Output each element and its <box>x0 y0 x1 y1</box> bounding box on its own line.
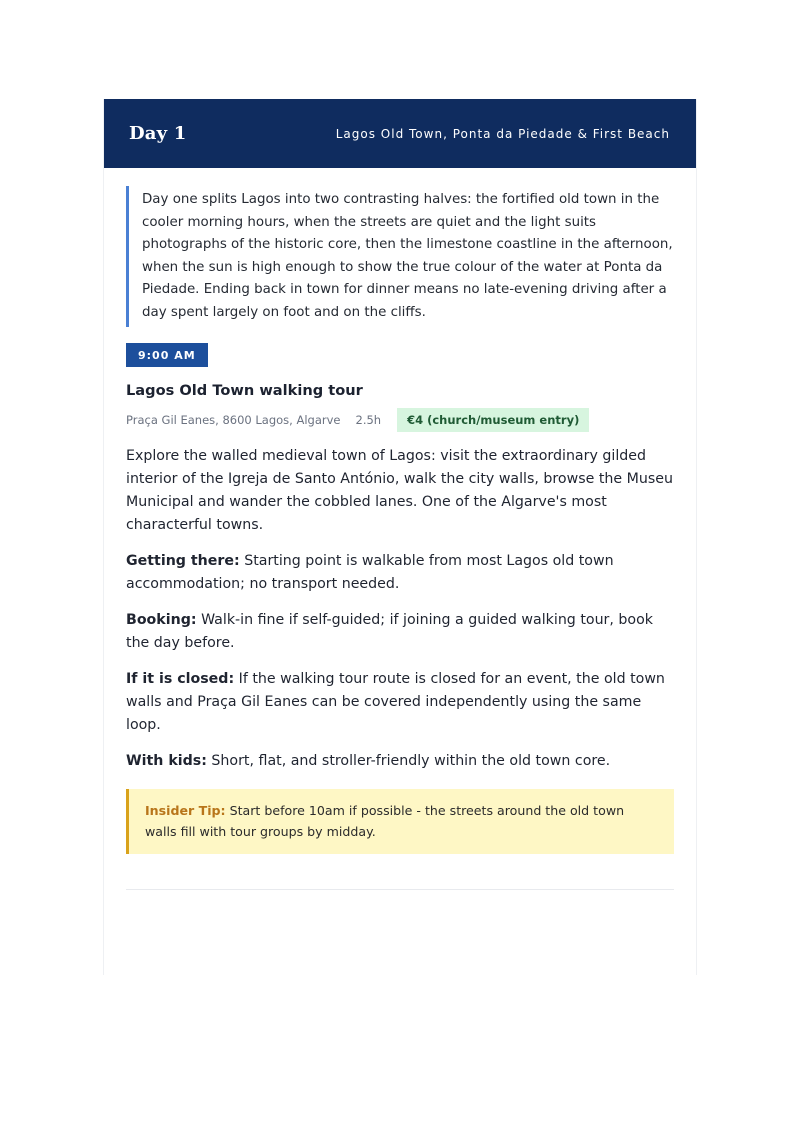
day-body <box>104 168 696 890</box>
day-subtitle: Lagos Old Town, Ponta da Piedade & First Beach <box>335 126 670 141</box>
booking-label: Booking: <box>126 611 197 628</box>
day-title: Day 1 <box>129 123 187 144</box>
section-divider <box>126 889 674 890</box>
closed-info <box>126 668 674 737</box>
day-card <box>103 99 697 975</box>
insider-tip-label: Insider Tip: <box>145 802 226 818</box>
activity-description: Explore the walled medieval town of Lagos: visit the extraordinary gilded interior of the Igreja de Santo António, walk the city walls, browse the Museu Municipal and wander the cobbled lanes. One of the Algarve's most characterful towns. <box>126 447 673 533</box>
insider-tip <box>126 789 674 854</box>
price-badge: €4 (church/museum entry) <box>397 408 589 432</box>
time-badge: 9:00 AM <box>126 343 208 367</box>
activity-meta <box>126 408 674 432</box>
day-intro: Day one splits Lagos into two contrasting halves: the fortified old town in the cooler morning hours, when the streets are quiet and the light suits photographs of the historic core, then the limestone coastline in the afternoon, when the sun is high enough to show the true colour of the water at Ponta da Piedade. Ending back in town for dinner means no late-evening driving after a day spent largely on foot and on the cliffs. <box>126 186 674 327</box>
getting-there-text: Starting point is walkable from most Lagos old town accommodation; no transport needed. <box>126 552 614 592</box>
booking-info <box>126 609 674 655</box>
activity-title: Lagos Old Town walking tour <box>126 381 363 399</box>
booking-text: Walk-in fine if self-guided; if joining a guided walking tour, book the day before. <box>126 611 653 651</box>
activity-duration: 2.5h <box>355 412 382 427</box>
insider-tip-text: Start before 10am if possible - the streets around the old town walls fill with tour groups by midday. <box>145 802 625 840</box>
getting-there-info <box>126 550 674 596</box>
closed-text: If the walking tour route is closed for an event, the old town walls and Praça Gil Eanes can be covered independently using the same loop. <box>126 670 665 733</box>
activity-address: Praça Gil Eanes, 8600 Lagos, Algarve <box>126 412 341 427</box>
getting-there-label: Getting there: <box>126 552 240 569</box>
day-header <box>104 99 696 168</box>
kids-info <box>126 750 674 773</box>
closed-label: If it is closed: <box>126 670 235 687</box>
kids-label: With kids: <box>126 752 207 769</box>
kids-text: Short, flat, and stroller-friendly within the old town core. <box>211 752 611 769</box>
